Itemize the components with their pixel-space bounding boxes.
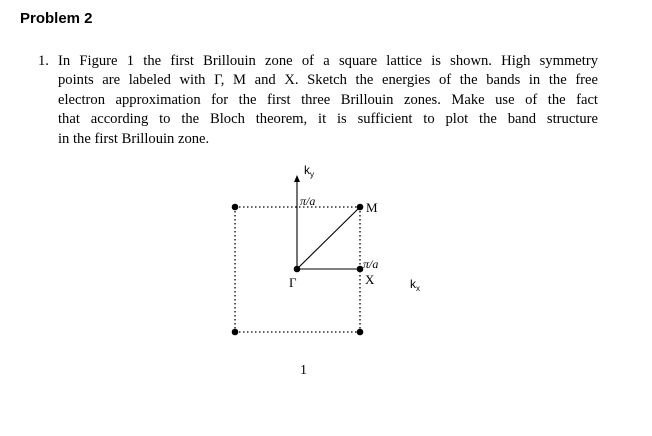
kx-label: $k_x$ (410, 277, 420, 293)
brillouin-zone-figure (200, 155, 440, 360)
m-point (357, 204, 364, 211)
kx-tick-label: π/a (363, 257, 379, 271)
problem-heading: Problem 2 (20, 10, 93, 27)
problem-line-3: electron approximation for the first three Brillouin zones. Make use of the fact (58, 91, 598, 108)
problem-line-2: points are labeled with Γ, M and X. Sketch the energies of the bands in the free (58, 72, 598, 89)
x-point-label: X (365, 272, 375, 287)
zone-corner-bottom-right (357, 329, 364, 336)
problem-line-1: In Figure 1 the first Brillouin zone of a square lattice is shown. High symmetry (58, 53, 598, 69)
ky-arrowhead (294, 175, 300, 182)
zone-corner-bottom-left (232, 329, 239, 336)
figure-caption: 1 (300, 363, 307, 378)
m-point-label: M (366, 200, 378, 215)
gamma-point (294, 266, 301, 273)
problem-number: 1. (38, 53, 49, 69)
gamma-m-line (297, 207, 360, 269)
gamma-point-label: Γ (289, 275, 297, 290)
problem-line-5: in the first Brillouin zone. (58, 130, 210, 147)
zone-corner-top-left (232, 204, 239, 211)
problem-statement (38, 52, 598, 149)
ky-tick-label: π/a (300, 194, 316, 208)
brillouin-zone-diagram (200, 155, 440, 355)
ky-label: $k_y$ (304, 163, 314, 179)
problem-line-4: that according to the Bloch theorem, it is sufficient to plot the band structure (58, 111, 598, 128)
